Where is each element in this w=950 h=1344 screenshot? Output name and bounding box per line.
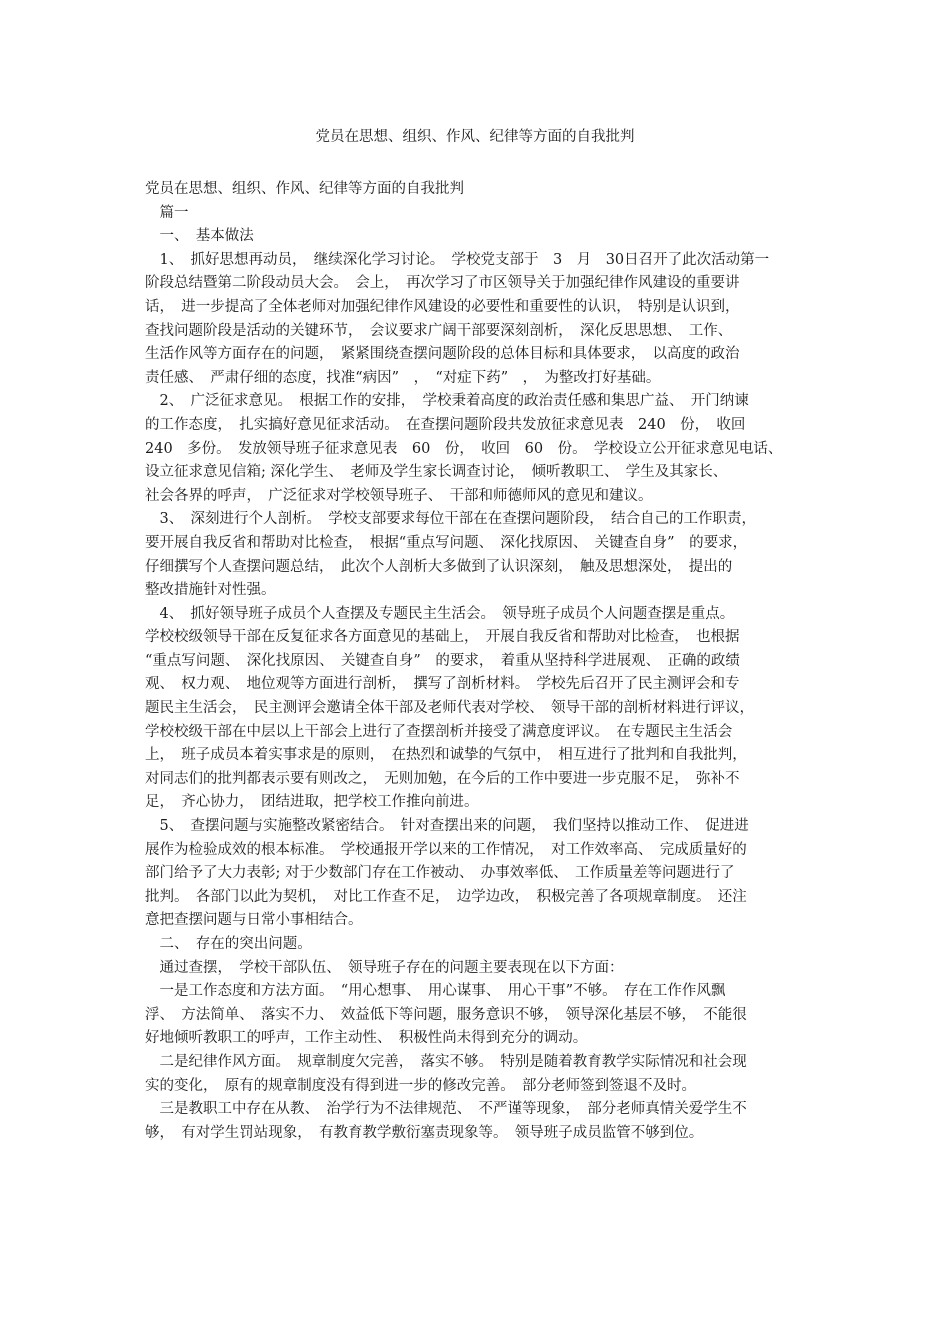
- document-body: [145, 178, 815, 1145]
- text-line: 三是教职工中存在从教、 治学行为不法律规范、 不严谨等现象， 部分老师真情关爱学生不: [145, 1101, 747, 1118]
- text-line: 观、 权力观、 地位观等方面进行剖析， 撰写了剖析材料。 学校先后召开了民主测评会和专: [145, 676, 740, 693]
- text-line: 2、 广泛征求意见。 根据工作的安排， 学校秉着高度的政治责任感和集思广益、 开门纳谏: [145, 393, 749, 410]
- text-line: 责任感、 严肃仔细的态度，找准“病因” ， “对症下药” ， 为整改打好基础。: [145, 369, 661, 386]
- text-line: 好地倾听教职工的呼声，工作主动性、 积极性尚未得到充分的调动。: [145, 1030, 588, 1047]
- text-line: 意把查摆问题与日常小事相结合。: [145, 912, 363, 929]
- text-line: 话， 进一步提高了全体老师对加强纪律作风建设的必要性和重要性的认识， 特别是认识到，: [145, 298, 740, 315]
- text-line: 4、 抓好领导班子成员个人查摆及专题民主生活会。 领导班子成员个人问题查摆是重点。: [145, 605, 735, 622]
- text-line: 仔细撰写个人查摆问题总结， 此次个人剖析大多做到了认识深刻， 触及思想深处， 提出的: [145, 558, 733, 575]
- text-line: 社会各界的呼声， 广泛征求对学校领导班子、 干部和师德师风的意见和建议。: [145, 487, 653, 504]
- text-line: 足， 齐心协力， 团结进取，把学校工作推向前进。: [145, 794, 479, 811]
- text-line: 批判。 各部门以此为契机， 对比工作查不足， 边学边改， 积极完善了各项规章制度。 还注: [145, 888, 747, 905]
- text-line: 一、 基本做法: [145, 228, 254, 245]
- document-title: 党员在思想、组织、作风、纪律等方面的自我批判: [315, 129, 635, 145]
- text-line: 二是纪律作风方面。 规章制度欠完善， 落实不够。 特别是随着教育教学实际情况和社会现: [145, 1053, 747, 1070]
- text-line: 篇一: [145, 204, 189, 221]
- text-line: 的工作态度， 扎实搞好意见征求活动。 在查摆问题阶段共发放征求意见表 240 份， 收回: [145, 416, 746, 433]
- text-line: 整改措施针对性强。: [145, 582, 276, 599]
- text-line: 1、 抓好思想再动员， 继续深化学习讨论。 学校党支部于 3 月 30日召开了此次活动第一: [145, 251, 770, 268]
- text-line: 对同志们的批判都表示要有则改之， 无则加勉，在今后的工作中要进一步克服不足， 弥补不: [145, 770, 740, 787]
- text-line: 阶段总结暨第二阶段动员大会。 会上， 再次学习了市区领导关于加强纪律作风建设的重要讲: [145, 275, 740, 292]
- text-line: 展作为检验成效的根本标准。 学校通报开学以来的工作情况， 对工作效率高、 完成质量好的: [145, 841, 747, 858]
- text-line: 部门给予了大力表彰; 对于少数部门存在工作被动、 办事效率低、 工作质量差等问题进行了: [145, 865, 735, 882]
- text-line: 一是工作态度和方法方面。 “用心想事、 用心谋事、 用心干事”不够。 存在工作作风飘: [145, 983, 726, 1000]
- text-line: 查找问题阶段是活动的关键环节， 会议要求广阔干部要深刻剖析， 深化反思思想、 工作、: [145, 322, 733, 339]
- text-line: 党员在思想、组织、作风、纪律等方面的自我批判: [145, 181, 464, 197]
- text-line: 实的变化， 原有的规章制度没有得到进一步的修改完善。 部分老师签到签退不及时。: [145, 1077, 696, 1094]
- text-line: 上， 班子成员本着实事求是的原则， 在热烈和诚挚的气氛中， 相互进行了批判和自我批判，: [145, 747, 747, 764]
- text-line: 通过查摆， 学校干部队伍、 领导班子存在的问题主要表现在以下方面：: [145, 959, 624, 976]
- text-line: 设立征求意见信箱; 深化学生、 老师及学生家长调查讨论， 倾听教职工、 学生及其家长、: [145, 464, 728, 481]
- text-line: 题民主生活会， 民主测评会邀请全体干部及老师代表对学校、 领导干部的剖析材料进行评议，: [145, 700, 754, 717]
- text-line: 够， 有对学生罚站现象， 有教育教学敷衍塞责现象等。 领导班子成员监管不够到位。: [145, 1124, 704, 1141]
- text-line: 学校校级领导干部在反复征求各方面意见的基础上， 开展自我反省和帮助对比检查， 也根据: [145, 629, 740, 646]
- text-line: 5、 查摆问题与实施整改紧密结合。 针对查摆出来的问题， 我们坚持以推动工作、 促进进: [145, 818, 749, 835]
- text-line: 240 多份。 发放领导班子征求意见表 60 份， 收回 60 份。 学校设立公开征求意见电话、: [145, 440, 783, 457]
- text-line: “重点写问题、 深化找原因、 关键查自身” 的要求， 着重从坚持科学进展观、 正确的政绩: [145, 652, 740, 669]
- text-line: 3、 深刻进行个人剖析。 学校支部要求每位干部在在查摆问题阶段， 结合自己的工作职责，: [145, 511, 756, 528]
- text-line: 浮、 方法简单、 落实不力、 效益低下等问题，服务意识不够， 领导深化基层不够， 不能很: [145, 1006, 747, 1023]
- text-line: 学校校级干部在中层以上干部会上进行了查摆剖析并接受了满意度评议。 在专题民主生活会: [145, 723, 733, 740]
- text-line: 生活作风等方面存在的问题， 紧紧围绕查摆问题阶段的总体目标和具体要求， 以高度的政治: [145, 346, 740, 363]
- text-line: 要开展自我反省和帮助对比检查， 根据“重点写问题、 深化找原因、 关键查自身” 的要求，: [145, 534, 748, 551]
- text-line: 二、 存在的突出问题。: [145, 936, 312, 952]
